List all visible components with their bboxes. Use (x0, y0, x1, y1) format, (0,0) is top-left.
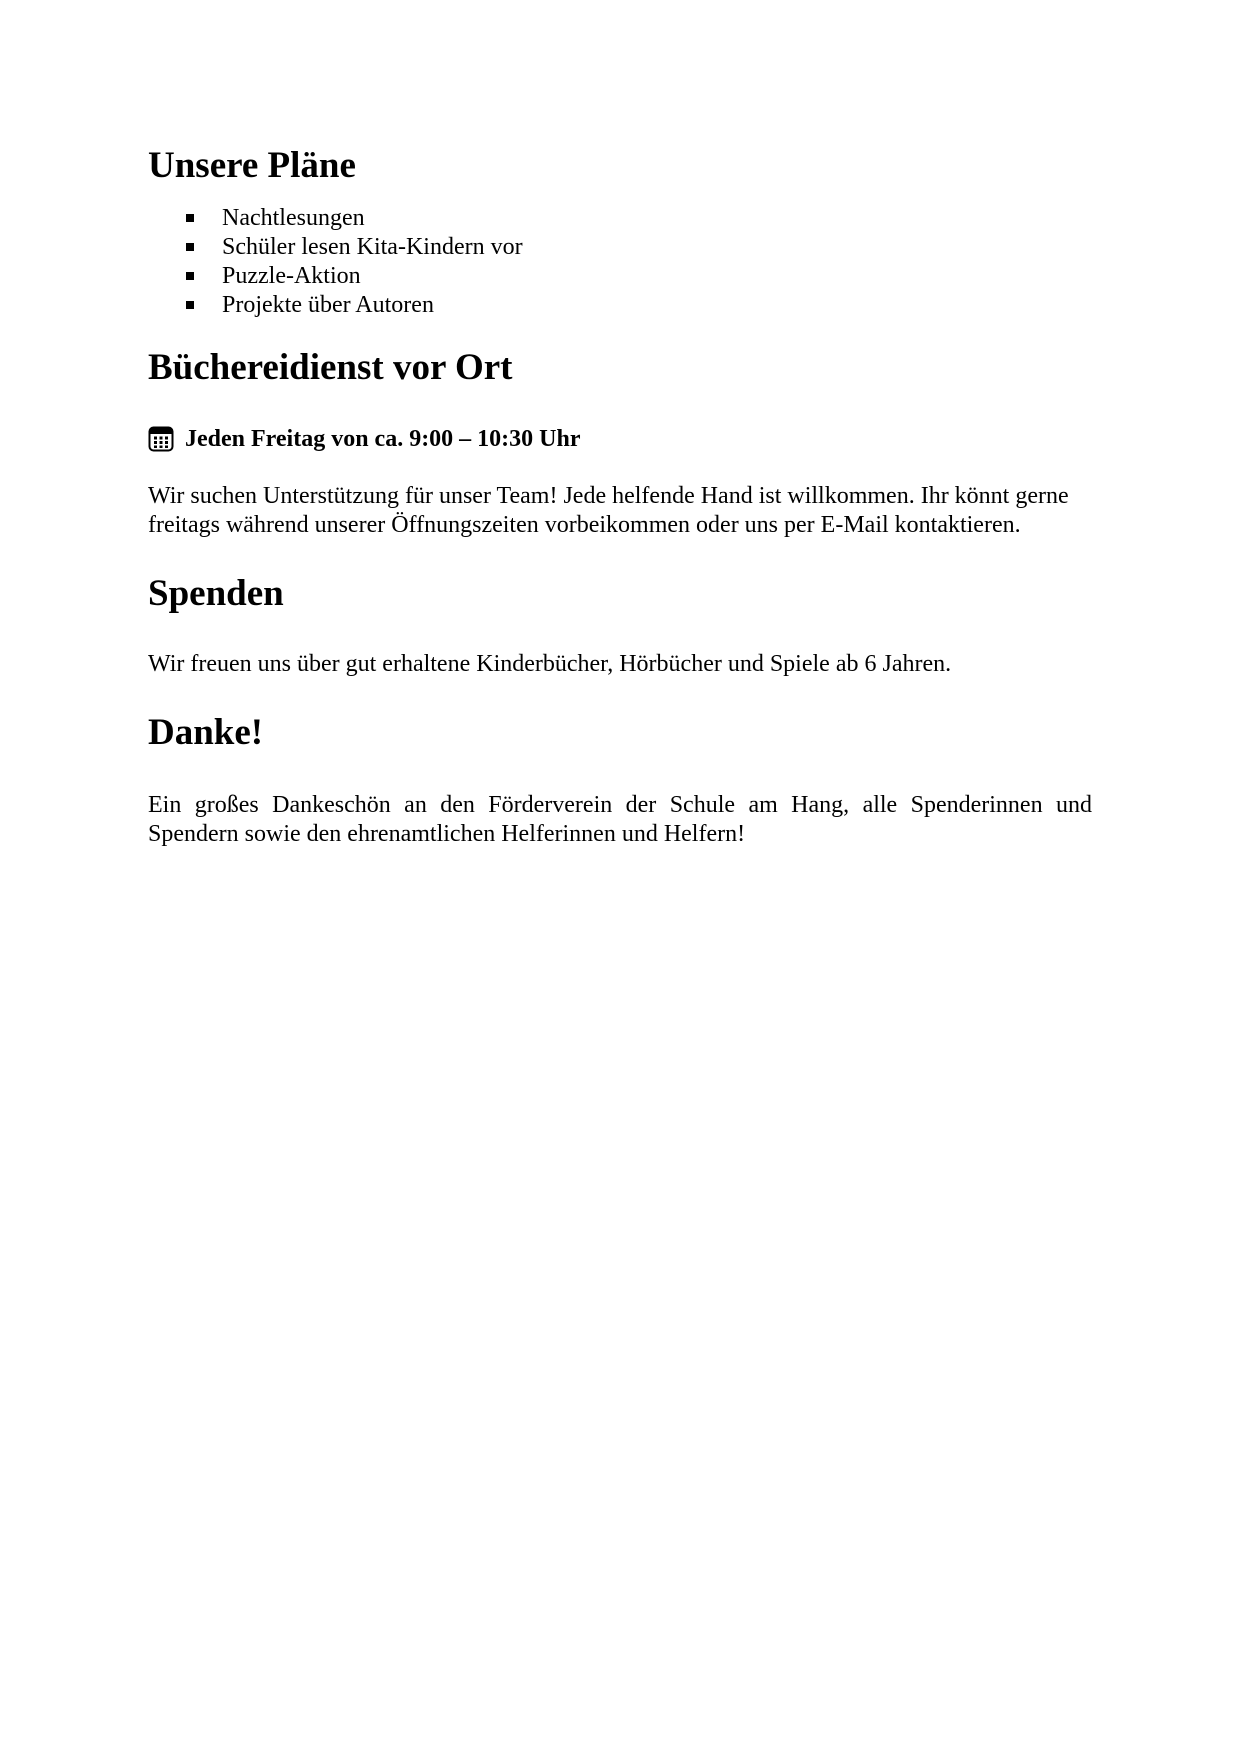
list-item-label: Puzzle-Aktion (222, 263, 361, 289)
list-item (186, 291, 1092, 320)
list-item-label: Nachtlesungen (222, 205, 365, 231)
list-item-label: Projekte über Autoren (222, 292, 434, 318)
donations-heading: Spenden (148, 573, 284, 614)
donations-paragraph: Wir freuen uns über gut erhaltene Kinderbücher, Hörbücher und Spiele ab 6 Jahren. (148, 651, 952, 677)
list-item (186, 204, 1092, 233)
square-bullet-icon (186, 272, 194, 280)
thanks-heading: Danke! (148, 712, 264, 753)
list-item (186, 262, 1092, 291)
square-bullet-icon (186, 214, 194, 222)
schedule-line (148, 424, 1092, 454)
list-item-label: Schüler lesen Kita-Kindern vor (222, 234, 523, 260)
list-item (186, 233, 1092, 262)
thanks-paragraph: Ein großes Dankeschön an den Förderverein der Schule am Hang, alle Spenderinnen und Spendern sowie den ehrenamtlichen Helferinnen und Helfern! (148, 792, 1092, 847)
calendar-icon (148, 426, 174, 452)
support-paragraph: Wir suchen Unterstützung für unser Team! Jede helfende Hand ist willkommen. Ihr könnt gerne freitags während unserer Öffnungszeiten vorbeikommen oder uns per E-Mail kontaktieren. (148, 483, 1069, 538)
square-bullet-icon (186, 301, 194, 309)
square-bullet-icon (186, 243, 194, 251)
page-content (148, 144, 1092, 849)
plans-heading: Unsere Pläne (148, 145, 356, 186)
schedule-text: Jeden Freitag von ca. 9:00 – 10:30 Uhr (185, 426, 581, 452)
library-service-heading: Büchereidienst vor Ort (148, 347, 513, 388)
plans-list (148, 204, 1092, 320)
